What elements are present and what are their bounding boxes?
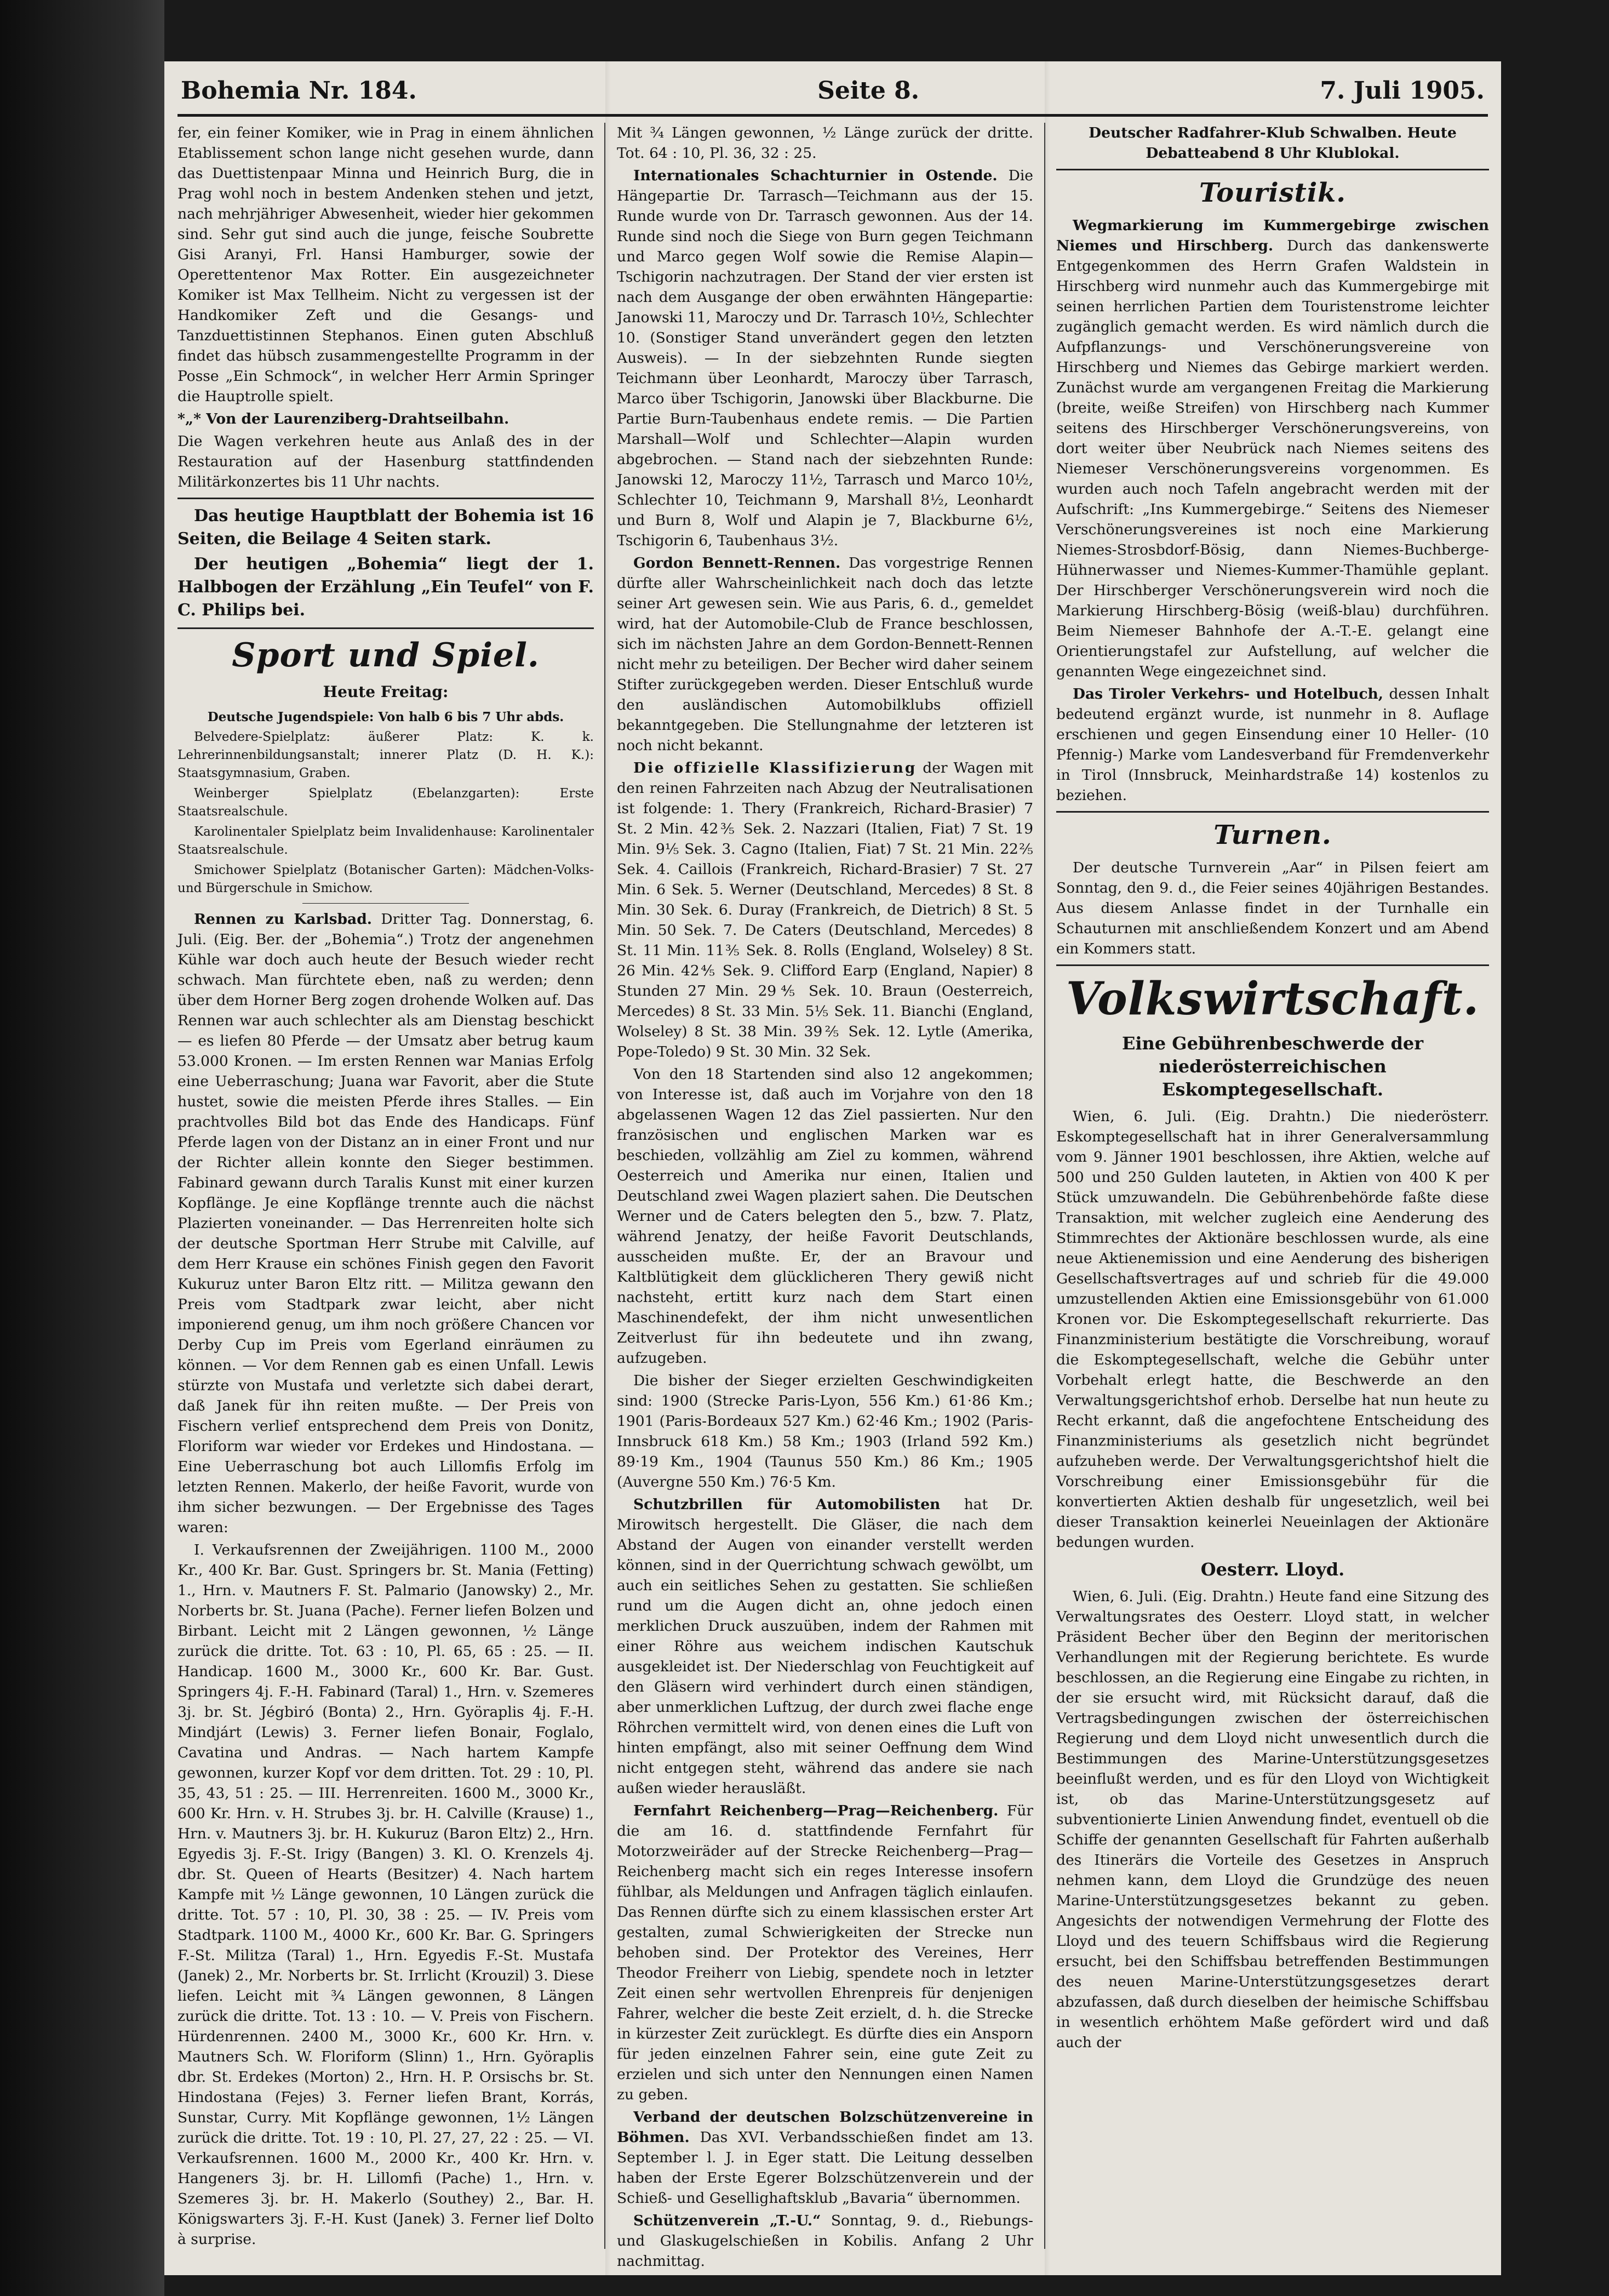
article-text: dessen Inhalt bedeutend ergänzt wurde, ist nunmehr in 8. Auflage erschienen und gegen Einsendung einer 10 Heller- (10 Pfennig-) Marke vom Landesverband für Fremdenverkehr in Tirol (Innsbruck, Meinhardstraße 14) kostenlos zu beziehen. <box>1056 686 1489 804</box>
header-issue: Bohemia Nr. 184. <box>181 76 417 105</box>
schedule-item: Belvedere-Spielplatz: äußerer Platz: K. k. Lehrerinnenbildungsanstalt; innerer Platz (D. H. K.): Staatsgymnasium, Graben. <box>177 730 594 780</box>
notice-text: Das heutige Hauptblatt der Bohemia ist 16 Seiten, die Beilage 4 Seiten stark. <box>177 506 594 549</box>
article-text: der Wagen mit den reinen Fahrzeiten nach Abzug der Neutralisationen ist folgende: 1. Thery (Frankreich, Richard-Brasier) 7 St. 2 Min. 42⅗ Sek. 2. Nazzari (Italien, Fiat) 7 St. 19 Min. 9⅕ Sek. 3. Cagno (Italien, Fiat) 7 St. 21 Min. 22⅖ Sek. 4. Caillois (Frankreich, Richard-Brasier) 7 St. 27 Min. 6 Sek. 5. Werner (Deutschland, Mercedes) 8 St. 8 Min. 30 Sek. 6. Duray (Frankreich, de Dietrich) 8 St. 5 Min. 50 Sek. 7. De Caters (Deutschland, Mercedes) 8 St. 11 Min. 11⅗ Sek. 8. Rolls (England, Wolseley) 8 St. 26 Min. 42⅘ Sek. 9. Clifford Earp (England, Napier) 8 Stunden 27 Min. 29⅘ Sek. 10. Braun (Oesterreich, Mercedes) 8 St. 33 Min. 5⅕ Sek. 11. Bianchi (England, Wolseley) 8 St. 38 Min. 39⅖ Sek. 12. Lytle (Amerika, Pope-Toledo) 9 St. 30 Min. 32 Sek. <box>617 759 1033 1060</box>
article-text: Die Hängepartie Dr. Tarrasch—Teichmann aus der 15. Runde wurde von Dr. Tarrasch gewonnen. Aus der 14. Runde sind noch die Siege von Burn gegen Teichmann und Marco gegen Wolf sowie die Remise Alapin—Tschigorin nachzutragen. Der Stand der vier ersten ist nach dem Ausgange der oben erwähnten Hängepartie: Janowski 11, Maroczy und Dr. Tarrasch 10½, Schlechter 10. (Sonstiger Stand unverändert gegen den letzten Ausweis). — In der siebzehnten Runde siegten Teichmann über Leonhardt, Maroczy über Tarrasch, Marco über Tschigorin, Janowski über Blackburne. Die Partie Burn-Taubenhaus endete remis. — Die Partien Marshall—Wolf und Schlechter—Alapin wurden abgebrochen. — Stand nach der siebzehnten Runde: Janowski 12, Maroczy 11½, Tarrasch und Marco 10½, Schlechter 10, Teichmann 9, Marshall 8½, Leonhardt und Burn 8, Wolf und Alapin je 7, Blackburne 6½, Tschigorin 6, Taubenhaus 3½. <box>617 167 1033 549</box>
article-heading: Verband der deutschen Bolzschützenvereine in Böhmen. <box>617 2109 1033 2146</box>
article-text: I. Verkaufsrennen der Zweijährigen. 1100 M., 2000 Kr., 400 Kr. Bar. Gust. Springers br. St. Mania (Fetting) 1., Hrn. v. Mautners F. St. Palmario (Janowsky) 2., Mr. Norberts br. St. Juana (Pache). Ferner liefen Bolzen und Birbant. Leicht mit 2 Längen gewonnen, ½ Länge zurück die dritte. Tot. 63 : 10, Pl. 65, 65 : 25. — II. Handicap. 1600 M., 3000 Kr., 600 Kr. Bar. Gust. Springers 4j. F.-H. Fabinard (Taral) 1., Hrn. v. Szemeres 3j. br. St. Jégbiró (Bonta) 2., Hrn. Györaplis 4j. F.-H. Mindjárt (Lewis) 3. Ferner liefen Bonair, Foglalo, Cavatina und Andras. — Nach hartem Kampfe gewonnen, kurzer Kopf vor dem dritten. Tot. 29 : 10, Pl. 35, 43, 51 : 25. — III. Herrenreiten. 1600 M., 3000 Kr., 600 Kr. Hrn. v. H. Strubes 3j. br. H. Calville (Krause) 1., Hrn. v. Mautners 3j. br. H. Kukuruz (Baron Eltz) 2., Hrn. Egyedis 3j. F.-St. Irigy (Bangen) 3. Kl. O. Krenzels 4j. dbr. St. Queen of Hearts (Besitzer) 4. Nach hartem Kampfe mit ½ Länge gewonnen, 10 Längen zurück die dritte. Tot. 57 : 10, Pl. 30, 38 : 25. — IV. Preis vom Stadtpark. 1100 M., 4000 Kr., 600 Kr. Bar. G. Springers F.-St. Militza (Taral) 1., Hrn. Egyedis F.-St. Mustafa (Janek) 2., Mr. Norberts br. St. Irrlicht (Krouzil) 3. Diese liefen. Leicht mit ¾ Längen gewonnen, 8 Längen zurück die dritte. Tot. 13 : 10. — V. Preis von Fischern. Hürdenrennen. 2400 M., 3000 Kr., 600 Kr. Hrn. v. Mautners Sch. W. Floriform (Slinn) 1., Hrn. Györaplis dbr. St. Erdekes (Morton) 2., Hrn. H. P. Orsischs br. St. Hindostana (Fejes) 3. Ferner liefen Brant, Korrás, Sunstar, Curry. Mit Kopflänge gewonnen, 1½ Längen zurück die dritte. Tot. 19 : 10, Pl. 27, 27, 22 : 25. — VI. Verkaufsrennen. 1600 M., 2000 Kr., 400 Kr. Hrn. v. Hangeners 3j. br. H. Lillomfi (Pache) 1., Hrn. v. Szemeres 3j. br. H. Makerlo (Southey) 2., Bar. H. Königswarters 3j. F.-H. Kust (Janek) 3. Ferner lief Dolto à surprise. <box>177 1541 594 2248</box>
article-heading: Schutzbrillen für Automobilisten <box>633 1496 941 1513</box>
article-text: Mit ¾ Längen gewonnen, ½ Länge zurück der dritte. Tot. 64 : 10, Pl. 36, 32 : 25. <box>617 124 1033 162</box>
section-title-turnen: Turnen. <box>1213 820 1332 850</box>
divider <box>1056 964 1489 966</box>
article-text: Für die am 16. d. stattfindende Fernfahrt für Motorzweiräder auf der Strecke Reichenberg—Prag—Reichenberg macht sich ein reges Interesse insofern fühlbar, als Meldungen und Anfragen täglich einlaufen. Das Rennen dürfte sich zu einem klassischen erster Art gestalten, zumal Schwierigkeiten der Strecke nun behoben sind. Der Protektor des Vereines, Herr Theodor Freiherr von Liebig, spendete noch in letzter Zeit einen sehr wertvollen Ehrenpreis für denjenigen Fahrer, welcher die beste Zeit erzielt, d. h. die Strecke in kürzester Zeit zurücklegt. Es dürfte dies ein Ansporn für jeden einzelnen Fahrer sein, eine gute Zeit zu erzielen und sich unter den Nennungen einen Namen zu geben. <box>617 1802 1033 2103</box>
article-heading: Internationales Schachturnier in Ostende. <box>633 167 998 184</box>
schedule-item: Weinberger Spielplatz (Ebelanzgarten): Erste Staatsrealschule. <box>177 786 594 819</box>
article-text: Die Wagen verkehren heute aus Anlaß des in der Restauration auf der Hasenburg stattfindenden Militärkonzertes bis 11 Uhr nachts. <box>177 433 594 490</box>
article-text: hat Dr. Mirowitsch hergestellt. Die Gläser, die nach dem Abstand der Augen von einander verstellt werden können, sind in der Querrichtung schwach gewölbt, um auch ein seitliches Sehen zu gestatten. Sie schließen rund um die Augen dicht an, ohne jedoch einen merklichen Druck auszuüben, indem der Rahmen mit einer Röhre aus weichem indischen Kautschuk ausgekleidet ist. Der Niederschlag von Feuchtigkeit auf den Gläsern wird verhindert durch einen ständigen, aber unmerklichen Luftzug, der durch zwei flache enge Röhrchen vermittelt wird, von denen eines die Luft von hinten empfängt, also mit seiner Oeffnung dem Wind nicht entgegen steht, während das andere sie nach außen wieder herausläßt. <box>617 1496 1033 1797</box>
column-1 <box>177 123 594 2260</box>
column-divider <box>1044 123 1045 2249</box>
header-date: 7. Juli 1905. <box>1320 76 1485 105</box>
article-heading: Fernfahrt Reichenberg—Prag—Reichenberg. <box>633 1802 999 1819</box>
article-heading: *„* Von der Laurenziberg-Drahtseilbahn. <box>177 410 509 427</box>
header-rule <box>177 114 1488 117</box>
newspaper-page <box>164 61 1501 2275</box>
article-heading: Das Tiroler Verkehrs- und Hotelbuch, <box>1073 686 1383 702</box>
schedule-item: Karolinentaler Spielplatz beim Invalidenhause: Karolinentaler Staatsrealschule. <box>177 825 594 857</box>
article-text: Wien, 6. Juli. (Eig. Drahtn.) Die niederösterr. Eskomptegesellschaft hat in ihrer Generalversammlung vom 9. Jänner 1901 beschlossen, ihre Aktien, welche auf 500 und 250 Gulden lauteten, in Aktien von 400 K per Stück umzuwandeln. Die Gebührenbehörde faßte diese Transaktion, mit welcher zugleich eine Aenderung des Stimmrechtes der Aktionäre beschlossen wurde, als eine neue Aktienemission und eine Aenderung des bisherigen Gesellschaftsvertrages auf und schrieb für die 49.000 umzustellenden Aktien eine Emissionsgebühr von 61.000 Kronen vor. Die Eskomptegesellschaft rekurrierte. Das Finanzministerium bestätigte die Vorschreibung, worauf die Eskomptegesellschaft, welche die Gebühr unter Vorbehalt erlegt hatte, die Beschwerde an den Verwaltungsgerichtshof erhob. Derselbe hat nun heute zu Recht erkannt, daß die angefochtene Entscheidung des Finanzministeriums als gesetzlich nicht begründet aufzuheben werde. Der Verwaltungsgerichtshof hielt die Vorschreibung einer Emissionsgebühr für die konvertierten Aktien deshalb für ungesetzlich, weil bei dieser Transaktion keinerlei Neueinlagen der Aktionäre bedungen wurden. <box>1056 1108 1489 1551</box>
article-heading: Gordon Bennett-Rennen. <box>633 555 841 572</box>
article-text: Durch das dankenswerte Entgegenkommen des Herrn Grafen Waldstein in Hirschberg wird nunmehr auch das Kummergebirge mit seinen herrlichen Partien dem Touristenstrome leichter zugänglich gemacht werden. Es wird nämlich durch die Aufpflanzungs- und Verschönerungsvereine von Hirschberg und Niemes das Gebirge markiert werden. Zunächst wurde am vergangenen Freitag die Markierung (breite, weiße Streifen) von Hirschberg nach Kummer seitens des Hirschberger Verschönerungsvereins, von dort weiter über Neubrück nach Niemes seitens des Niemeser Verschönerungsvereins vorgenommen. Es wurden auch noch Tafeln angebracht werden mit der Aufschrift: „Ins Kummergebirge.“ Seitens des Niemeser Verschönerungsvereines ist noch eine Markierung Niemes-Strosbdorf-Bösig, dann Niemes-Buchberge-Hühnerwasser und Niemes-Kummer-Thamühle geplant. Der Hirschberger Verschönerungsverein wird noch die Markierung Hirschberg-Bösig (weiß-blau) durchführen. Beim Niemeser Bahnhofe der A.-T.-E. gelangt eine Orientierungstafel zur Aufstellung, auf welcher die genannten Wege eingezeichnet sind. <box>1056 237 1489 680</box>
article-text: Von den 18 Startenden sind also 12 angekommen; von Interesse ist, daß auch im Vorjahre von den 18 abgelassenen Wagen 12 das Ziel passierten. Nur den französischen und englischen Marken war es beschieden, vollzählig am Ziel zu kommen, während Oesterreich und Amerika nur einen, Italien und Deutschland zwei Wagen plaziert sahen. Die Deutschen Werner und de Caters belegten den 5., bzw. 7. Platz, während Jenatzy, der heiße Favorit Deutschlands, ausscheiden mußte. Er, der an Bravour und Kaltblütigkeit dem glücklicheren Thery gewiß nicht nachsteht, ertitt kurz nach dem Start einen Maschinendefekt, der ihm nicht unwesentlichen Zeitverlust für ihn bedeutete und ihn zwang, aufzugeben. <box>617 1066 1033 1367</box>
schedule-heading: Heute Freitag: <box>323 683 449 701</box>
section-title-sport: Sport und Spiel. <box>232 636 540 675</box>
divider <box>177 498 594 499</box>
scan-background <box>0 0 164 2296</box>
column-3 <box>1056 123 1489 2260</box>
article-text: fer, ein feiner Komiker, wie in Prag in einem ähnlichen Etablissement schon lange nicht gesehen wurde, dann das Duettistenpaar Minna und Heinrich Burg, die in Prag wohl noch in bestem Andenken stehen und jetzt, nach mehrjähriger Abwesenheit, wieder hier gekommen sind. Sehr gut sind auch die junge, feische Soubrette Gisi Aranyi, Frl. Hansi Hamburger, sowie der Operettentenor Max Rotter. Ein ausgezeichneter Komiker ist Max Tellheim. Nicht zu vergessen ist der Handkomiker Zeft und die Gesangs- und Tanzduettistinnen Stephanos. Einen guten Abschluß findet das hübsch zusammengestellte Programm in der Posse „Ein Schmock“, in welcher Herr Armin Springer die Hauptrolle spielt. <box>177 124 594 405</box>
article-heading: Wegmarkierung im Kummergebirge zwischen Niemes und Hirschberg. <box>1056 217 1489 254</box>
schedule-item: Smichower Spielplatz (Botanischer Garten): Mädchen-Volks- und Bürgerschule in Smichow. <box>177 863 594 895</box>
article-text: Dritter Tag. Donnerstag, 6. Juli. (Eig. Ber. der „Bohemia“.) Trotz der angenehmen Kühle war doch auch heute der Besuch wieder recht schwach. Man fürchtete eben, naß zu werden; denn über dem Horner Berg zogen drohende Wolken auf. Das Rennen war auch schlechter als am Dienstag beschickt — es liefen 80 Pferde — der Umsatz aber betrug kaum 53.000 Kronen. — Im ersten Rennen war Manias Erfolg eine Ueberraschung; Juana war Favorit, aber die Stute hustet, sowie die meisten Pferde ihres Stalles. — Ein prachtvolles Bild bot das Ende des Handicaps. Fünf Pferde lagen von der Distanz an in einer Front und nur der Richter allein konnte den Sieger bestimmen. Fabinard gewann durch Taralis Kunst mit einer kurzen Kopflänge. Je eine Kopflänge trennte auch die nächst Plazierten voneinander. — Das Herrenreiten holte sich der deutsche Sportman Herr Strube mit Calville, auf dem Herr Krause ein schönes Finish gegen den Favorit Kukuruz unter Baron Eltz ritt. — Militza gewann den Preis vom Stadtpark zwar leicht, aber nicht imponierend genug, um ihm noch größere Chancen vor Derby Cup im Preis vom Egerland einräumen zu können. — Vor dem Rennen gab es einen Unfall. Lewis stürzte von Mustafa und verletzte sich dabei derart, daß Janek für ihn reiten mußte. — Der Preis von Fischern verlief entsprechend dem Preis von Donitz, Floriform war wieder vor Erdekes und Hindostana. — Eine Ueberraschung bot auch Lillomfis Erfolg im letzten Rennen. Makerlo, der heiße Favorit, wurde von ihm sicher bezwungen. — Der Ergebnisse des Tages waren: <box>177 911 594 1536</box>
column-2 <box>617 123 1033 2270</box>
article-heading: Oesterr. Lloyd. <box>1200 1559 1345 1580</box>
notice-text: Der heutigen „Bohemia“ liegt der 1. Halbbogen der Erzählung „Ein Teufel“ von F. C. Philips bei. <box>177 555 594 620</box>
article-heading: Eine Gebührenbeschwerde der niederösterreichischen Eskomptegesellschaft. <box>1121 1033 1424 1100</box>
schedule-item: Deutsche Jugendspiele: Von halb 6 bis 7 Uhr abds. <box>207 710 564 724</box>
section-title-volkswirtschaft: Volkswirtschaft. <box>1066 973 1480 1025</box>
article-heading: Die offizielle Klassifizierung <box>633 759 917 776</box>
divider <box>177 627 594 629</box>
divider <box>1056 169 1489 170</box>
divider <box>302 903 469 904</box>
article-text: Der deutsche Turnverein „Aar“ in Pilsen feiert am Sonntag, den 9. d., die Feier seines 40jährigen Bestandes. Aus diesem Anlasse findet in der Turnhalle ein Schauturnen mit anschließendem Konzert und am Abend ein Kommers statt. <box>1056 859 1489 957</box>
header-page-number: Seite 8. <box>817 76 920 105</box>
club-notice: Deutscher Radfahrer-Klub Schwalben. Heute Debatteabend 8 Uhr Klublokal. <box>1089 124 1457 162</box>
article-text: Das XVI. Verbandsschießen findet am 13. September l. J. in Eger statt. Die Leitung desselben haben der Erste Egerer Bolzschützenverein und der Schieß- und Gesellighaftsklub „Bavaria“ übernommen. <box>617 2129 1033 2207</box>
article-heading: Rennen zu Karlsbad. <box>194 911 372 928</box>
article-heading: Schützenverein „T.-U.“ <box>633 2212 821 2229</box>
section-title-touristik: Touristik. <box>1199 178 1347 208</box>
page-header <box>181 71 1485 110</box>
article-text: Die bisher der Sieger erzielten Geschwindigkeiten sind: 1900 (Strecke Paris-Lyon, 556 Km.) 61·86 Km.; 1901 (Paris-Bordeaux 527 Km.) 62·46 Km.; 1902 (Paris-Innsbruck 618 Km.) 58 Km.; 1903 (Irland 592 Km.) 89·19 Km., 1904 (Taunus 550 Km.) 86 Km.; 1905 (Auvergne 550 Km.) 76·5 Km. <box>617 1372 1033 1490</box>
divider <box>1056 811 1489 813</box>
article-text: Sonntag, 9. d., Riebungs- und Glaskugelschießen in Kobilis. Anfang 2 Uhr nachmittag. <box>617 2212 1033 2270</box>
column-divider <box>604 123 605 2249</box>
article-text: Das vorgestrige Rennen dürfte aller Wahrscheinlichkeit nach doch das letzte seiner Art gewesen sein. Wie aus Paris, 6. d., gemeldet wird, hat der Automobile-Club de France beschlossen, sich im nächsten Jahre an dem Gordon-Bennett-Rennen nicht mehr zu beteiligen. Der Becher wird daher seinem Stifter zurückgegeben werden. Dieser Entschluß wurde den ausländischen Automobilklubs offiziell bekanntgegeben. Die Stellungnahme der letzteren ist noch nicht bekannt. <box>617 555 1033 754</box>
column-gutter-shade <box>605 61 611 2275</box>
column-gutter-shade <box>1045 61 1050 2275</box>
article-text: Wien, 6. Juli. (Eig. Drahtn.) Heute fand eine Sitzung des Verwaltungsrates des Oesterr. Lloyd statt, in welcher Präsident Becher über den Beginn der meritorischen Verhandlungen mit der Regierung berichtete. Es wurde beschlossen, an die Regierung eine Eingabe zu richten, in der sie ersucht wird, mit Rücksicht darauf, daß die Vertragsbedingungen zwischen der österreichischen Regierung und dem Lloyd nicht unwesentlich durch die Bestimmungen des Marine-Unterstützungsgesetzes beeinflußt werden, und es für den Lloyd von Wichtigkeit ist, ob das Marine-Unterstützungsgesetz auf subventionierte Linien Anwendung findet, eventuell ob die Schiffe der genannten Gesellschaft für Fahrten außerhalb des Itinerärs die Vorteile des Gesetzes in Anspruch nehmen kann, dem Lloyd die Grundzüge des neuen Marine-Unterstützungsgesetzes bekannt zu geben. Angesichts der notwendigen Vermehrung der Flotte des Lloyd und des teuern Schiffsbaus wird die Regierung ersucht, bei den Schiffsbau betreffenden Bestimmungen des neuen Marine-Unterstützungsgesetzes derart abzufassen, daß durch dieselben der heimische Schiffsbau in wesentlich erhöhtem Maße gefördert wird und daß auch der <box>1056 1588 1489 2051</box>
